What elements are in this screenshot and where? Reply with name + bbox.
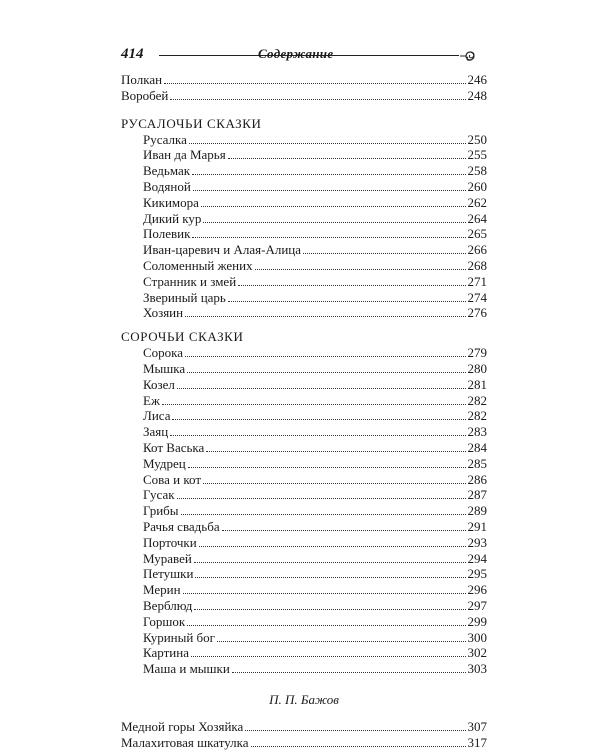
toc-entry-page: 281 xyxy=(467,376,487,392)
toc-entry xyxy=(121,440,487,456)
toc-entry-title: Лиса xyxy=(143,408,171,424)
toc-entry-title: Мышка xyxy=(143,360,186,376)
toc-entry xyxy=(121,582,487,598)
toc-entry-title: Петушки xyxy=(143,566,194,582)
toc-entry xyxy=(121,408,487,424)
toc-entry-title: Полкан xyxy=(121,72,163,87)
toc-entry-page: 255 xyxy=(467,147,487,163)
toc-entry-page: 300 xyxy=(467,629,487,645)
toc-entry xyxy=(121,487,487,503)
dot-leader xyxy=(177,388,466,389)
dot-leader xyxy=(201,206,466,207)
dot-leader xyxy=(177,498,466,499)
toc-entry-title: Козел xyxy=(143,376,175,392)
dot-leader xyxy=(183,593,466,594)
toc-entry-title: Сорока xyxy=(143,345,184,361)
toc-entry xyxy=(121,179,487,195)
toc-entry-title: Полевик xyxy=(143,226,191,242)
dot-leader xyxy=(187,372,465,373)
toc-entry-title: Воробей xyxy=(121,87,169,103)
toc-entry-page: 293 xyxy=(467,534,487,550)
toc-entry-title: Муравей xyxy=(143,550,192,566)
dot-leader xyxy=(172,419,465,420)
dot-leader xyxy=(251,746,466,747)
toc-entry-title: Водяной xyxy=(143,178,191,194)
section-heading-sorochi: СОРОЧЬИ СКАЗКИ xyxy=(121,329,244,345)
toc-entry-page: 291 xyxy=(467,518,487,534)
dot-leader xyxy=(170,435,465,436)
toc-entry-title: Хозяин xyxy=(143,305,184,321)
toc-entry xyxy=(121,88,487,104)
toc-entry-title: Сова и кот xyxy=(143,471,202,487)
toc-entry xyxy=(121,519,487,535)
toc-entry-page: 274 xyxy=(467,289,487,305)
toc-entry-title: Кот Васька xyxy=(143,439,205,455)
toc-rusalochi-entries xyxy=(121,132,487,322)
toc-entry xyxy=(121,305,487,321)
toc-entry xyxy=(121,503,487,519)
dot-leader xyxy=(194,562,466,563)
toc-entry xyxy=(121,274,487,290)
toc-entry-page: 250 xyxy=(467,131,487,147)
dot-leader xyxy=(255,269,466,270)
toc-entry-page: 280 xyxy=(467,360,487,376)
toc-entry-title: Маша и мышки xyxy=(143,661,230,677)
dot-leader xyxy=(189,143,466,144)
section-heading-rusalochi: РУСАЛОЧЬИ СКАЗКИ xyxy=(121,115,262,131)
toc-entry xyxy=(121,393,487,409)
dot-leader xyxy=(222,530,466,531)
toc-entry-page: 246 xyxy=(467,72,487,87)
toc-entry-title: Ведьмак xyxy=(143,163,191,179)
dot-leader xyxy=(245,730,465,731)
toc-entry-title: Горшок xyxy=(143,613,186,629)
toc-entry-page: 264 xyxy=(467,210,487,226)
toc-entry-page: 307 xyxy=(467,718,487,734)
toc-author-entries xyxy=(121,719,487,750)
toc-entry-page: 287 xyxy=(467,487,487,503)
toc-entry xyxy=(121,551,487,567)
dot-leader xyxy=(192,174,465,175)
toc-entry xyxy=(121,345,487,361)
table-of-contents xyxy=(121,72,487,750)
toc-entry-title: Картина xyxy=(143,645,189,661)
toc-entry-page: 296 xyxy=(467,582,487,598)
dot-leader xyxy=(191,656,466,657)
toc-entry xyxy=(121,630,487,646)
toc-entry-page: 265 xyxy=(467,226,487,242)
dot-leader xyxy=(164,83,465,84)
toc-entry-title: Иван-царевич и Алая-Алица xyxy=(143,242,302,258)
toc-entry-page: 299 xyxy=(467,613,487,629)
toc-entry xyxy=(121,661,487,677)
toc-entry xyxy=(121,242,487,258)
toc-entry-page: 268 xyxy=(467,257,487,273)
toc-entry-page: 271 xyxy=(467,273,487,289)
toc-entry-page: 284 xyxy=(467,439,487,455)
toc-entry xyxy=(121,195,487,211)
toc-entry-page: 279 xyxy=(467,345,487,361)
dot-leader xyxy=(162,404,466,405)
toc-entry-page: 297 xyxy=(467,597,487,613)
toc-entry-title: Дикий кур xyxy=(143,210,202,226)
page-header xyxy=(121,40,487,70)
toc-entry xyxy=(121,719,487,735)
dot-leader xyxy=(238,285,465,286)
toc-entry xyxy=(121,424,487,440)
toc-entry xyxy=(121,645,487,661)
toc-entry-title: Малахитовая шкатулка xyxy=(121,734,249,750)
toc-entry-page: 285 xyxy=(467,455,487,471)
toc-entry-title: Иван да Марья xyxy=(143,147,226,163)
running-title: Содержание xyxy=(258,46,334,61)
toc-entry xyxy=(121,258,487,274)
toc-entry-page: 258 xyxy=(467,163,487,179)
toc-entry xyxy=(121,211,487,227)
dot-leader xyxy=(188,467,466,468)
toc-entry xyxy=(121,163,487,179)
toc-entry-title: Кикимора xyxy=(143,194,199,210)
toc-entry-title: Еж xyxy=(143,392,160,408)
dot-leader xyxy=(194,609,465,610)
toc-entry-page: 295 xyxy=(467,566,487,582)
toc-entry-title: Мудрец xyxy=(143,455,186,471)
toc-entry-page: 260 xyxy=(467,178,487,194)
toc-entry-title: Русалка xyxy=(143,131,187,147)
toc-entry-page: 303 xyxy=(467,661,487,677)
toc-entry-title: Куриный бог xyxy=(143,629,215,645)
toc-entry-title: Странник и змей xyxy=(143,273,237,289)
dot-leader xyxy=(199,546,466,547)
dot-leader xyxy=(195,577,465,578)
toc-entry-title: Заяц xyxy=(143,424,169,440)
dot-leader xyxy=(303,253,465,254)
toc-entry xyxy=(121,535,487,551)
dot-leader xyxy=(206,451,465,452)
dot-leader xyxy=(203,222,465,223)
toc-entry-title: Соломенный жених xyxy=(143,257,253,273)
toc-entry-title: Гусак xyxy=(143,487,175,503)
page-number: 414 xyxy=(121,46,144,62)
toc-entry xyxy=(121,226,487,242)
dot-leader xyxy=(193,190,466,191)
toc-entry-page: 289 xyxy=(467,503,487,519)
toc-entry-page: 302 xyxy=(467,645,487,661)
toc-entry-page: 317 xyxy=(467,734,487,750)
toc-entry-title: Верблюд xyxy=(143,597,193,613)
toc-entry xyxy=(121,456,487,472)
dot-leader xyxy=(185,356,465,357)
toc-entry-page: 294 xyxy=(467,550,487,566)
toc-entry-title: Медной горы Хозяйка xyxy=(121,718,244,734)
toc-entry-page: 283 xyxy=(467,424,487,440)
dot-leader xyxy=(170,99,465,100)
dot-leader xyxy=(203,483,465,484)
toc-sorochi-entries xyxy=(121,345,487,677)
toc-entry-page: 248 xyxy=(467,87,487,103)
toc-entry-title: Грибы xyxy=(143,503,179,519)
toc-entry-page: 282 xyxy=(467,392,487,408)
toc-entry xyxy=(121,735,487,750)
toc-entry-page: 282 xyxy=(467,408,487,424)
toc-entry xyxy=(121,472,487,488)
toc-entry-page: 276 xyxy=(467,305,487,321)
dot-leader xyxy=(192,237,465,238)
toc-entry-page: 286 xyxy=(467,471,487,487)
scroll-ornament-icon xyxy=(458,48,478,64)
toc-entry-page: 262 xyxy=(467,194,487,210)
toc-entry-title: Звериный царь xyxy=(143,289,226,305)
toc-entry-title: Порточки xyxy=(143,534,197,550)
dot-leader xyxy=(217,641,466,642)
dot-leader xyxy=(228,158,466,159)
dot-leader xyxy=(185,316,465,317)
toc-entry xyxy=(121,566,487,582)
toc-entry xyxy=(121,614,487,630)
toc-entry-title: Мерин xyxy=(143,582,181,598)
toc-entry xyxy=(121,598,487,614)
toc-entry xyxy=(121,72,487,88)
toc-entry-page: 266 xyxy=(467,242,487,258)
toc-entry xyxy=(121,147,487,163)
toc-top-entries xyxy=(121,72,487,104)
toc-entry-title: Рачья свадьба xyxy=(143,518,220,534)
toc-entry xyxy=(121,361,487,377)
toc-entry xyxy=(121,132,487,148)
dot-leader xyxy=(232,672,466,673)
toc-entry xyxy=(121,290,487,306)
toc-entry xyxy=(121,377,487,393)
dot-leader xyxy=(228,301,466,302)
dot-leader xyxy=(181,514,466,515)
dot-leader xyxy=(187,625,465,626)
author-heading: П. П. Бажов xyxy=(269,691,339,707)
